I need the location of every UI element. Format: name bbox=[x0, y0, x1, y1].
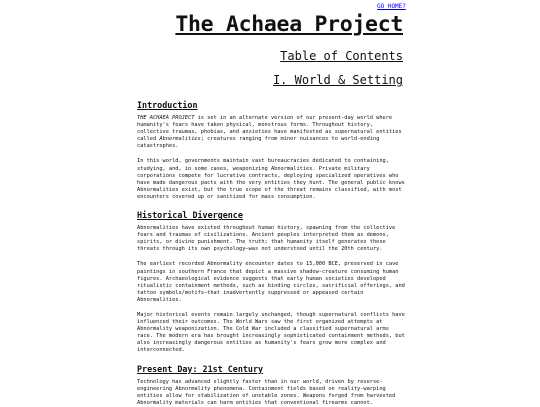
paragraph: The earliest recorded Abnormality encounter dates to 15,000 BCE, preserved in cave paintings in southern France that depict a massive shadow-creature consuming human figures. Archaeological evidence suggests that early human societies developed ritualistic containment methods, such as binding circles, sacrificial offerings, and tattoo symbols/motifs—that inadvertently suppressed or appeased certain Abnormalities. bbox=[137, 261, 405, 303]
main-content bbox=[137, 99, 405, 407]
italic-term: Abnormalities bbox=[159, 136, 201, 143]
section-heading-present-day: Present Day: 21st Century bbox=[137, 363, 264, 374]
paragraph-text: is set in an alternate version of our present-day world where humanity's fears have taken physical, monstrous forms. Throughout history, collective traumas, phobias, and anxieties have manifested as supernatural entities called bbox=[137, 115, 402, 143]
paragraph: Major historical events remain largely unchanged, though supernatural conflicts have influenced their outcomes. The World Wars saw the first organized attempts at Abnormality weaponization. The Cold War included a classified supernatural arms race. The modern era has brought increasingly sophisticated containment methods, but also increasingly dangerous entities as humanity's fears grow more complex and interconnected. bbox=[137, 311, 405, 354]
paragraph-text: ; creatures ranging from minor nuisances to world-ending catastrophes. bbox=[137, 136, 380, 150]
chapter-heading: I. World & Setting bbox=[272, 73, 403, 87]
paragraph bbox=[137, 115, 405, 150]
page-title: The Achaea Project bbox=[175, 12, 403, 37]
italic-title: THE ACHAEA PROJECT bbox=[137, 115, 195, 121]
table-of-contents-link[interactable]: Table of Contents bbox=[280, 49, 403, 63]
paragraph: In this world, governments maintain vast bureaucracies dedicated to containing, studying, and, in some cases, weaponizing Abnormalities. Private military corporations compete for lucrative contracts, deploying specialized operatives who have made dangerous pacts with the very entities they hunt. The general public knows Abnormalities exist, but the true scope of the threat remains classified, with most encounters covered up or sanitized for mass consumption. bbox=[137, 158, 405, 200]
go-home-link[interactable]: GO HOME? bbox=[377, 3, 406, 10]
paragraph: Technology has advanced slightly faster than in our world, driven by reverse-engineering Abnormality phenomena. Containment fields based on reality-warping entities allow for stabilization of unstable zones. Weapons forged from harvested Abnormality materials can harm entities that conventional firearms cannot. bbox=[137, 378, 396, 406]
paragraph: Abnormalities have existed throughout human history, spawning from the collective fears and traumas of civilizations. Ancient peoples interpreted them as demons, spirits, or divine punishment. The truth; that humanity itself generates these threats through its own psychology—was not understood until the 20th century. bbox=[137, 225, 396, 253]
section-heading-historical-divergence: Historical Divergence bbox=[137, 210, 243, 221]
section-heading-introduction: Introduction bbox=[137, 100, 198, 110]
